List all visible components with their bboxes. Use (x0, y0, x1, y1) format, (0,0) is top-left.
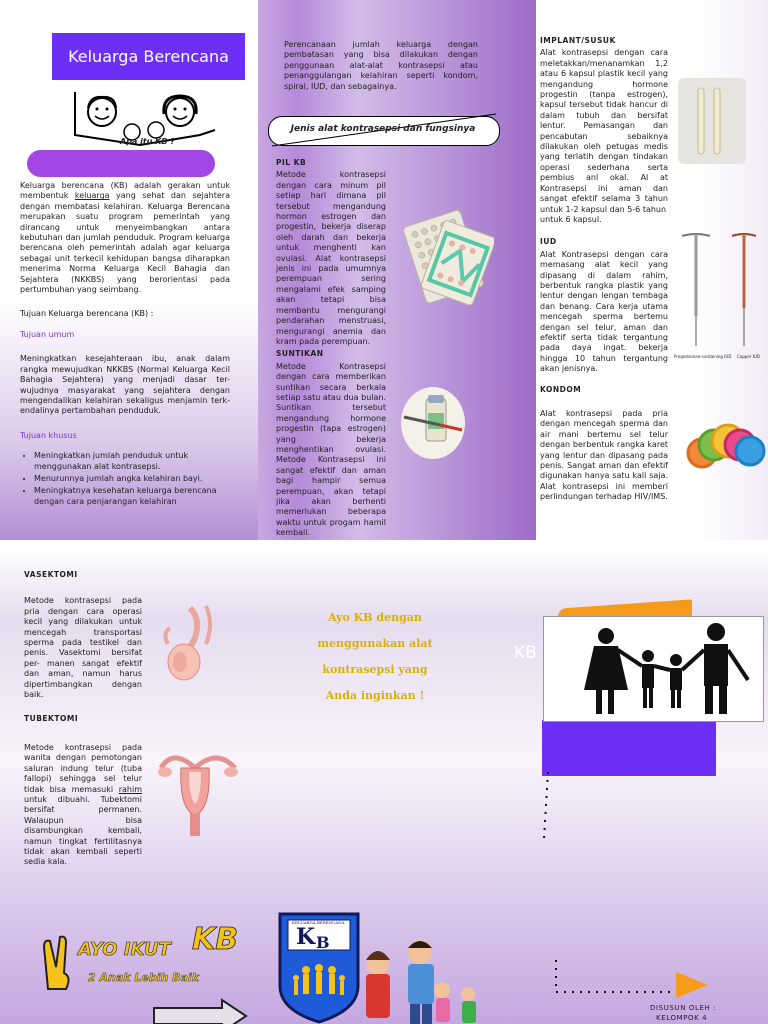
iud-caption-right: Copper IUD (737, 354, 760, 359)
vasektomi-heading: VASEKTOMI (24, 570, 78, 579)
pil-kb-text: Metode kontrasepsi dengan cara minum pil setiap hari dimana pil tersebut mengandung hormon estrogen dan progestin, bekerja diserap oleh darah dan bekerja untuk menghenti kan ovulasi. Alat kontrasepsi jenis ini pada umumnya perempuan sering mengalami efek samping akan tetapi bisa membantu mengurangi pendarahan menstruasi, mengurangi anemia dan kram pada perempuan. (276, 170, 386, 346)
tubektomi-heading: TUBEKTOMI (24, 714, 79, 724)
ayo-ikut-text: AYO IKUT (78, 939, 171, 960)
tujuan-khusus-list (20, 451, 230, 507)
disusun-oleh-label: DISUSUN OLEH : (650, 1004, 717, 1012)
kondom-heading: KONDOM (540, 384, 582, 394)
apa-itu-kb-label: Apa itu KB ? (120, 137, 175, 146)
vasektomi-text: Metode kontrasepsi pada pria dengan cara operasi kecil yang dilakukan untuk mencegah transportasi sperma pada testikel dan penis. Vasektomi bersifat per- manen sangat efektif dan aman, namun harus dipertimbangkan dengan baik. (24, 596, 142, 700)
svg-text:B: B (316, 933, 330, 952)
slogan-line-3: kontrasepsi yang (322, 663, 428, 676)
kondom-text: Alat kontrasepsi pada pria dengan mencegah sperma dan air mani bertemu sel telur dengan berbentuk rangka karet yang lentur dan dipasang pada penis. Sangat aman dan efektif digunakan hanya satu kali saja. Alat kontrasepsi ini memberi perlindungan terhadap HIV/IMS. (540, 409, 668, 502)
implant-text: Alat kontrasepsi dengan cara meletakkan/menanamkan 1,2 atau 6 kapsul plastik kecil yang mengandung hormone progestin (tanpa estrogen), kapsul tersebut tidak hancur di dalam tubuh dan bersifat lentur. Pemasangan dan pencabutan sebaiknya dilakukan oleh petugas medis yang terlatih dengan tindakan operasi sederhana serta pembius anl okal. Al at Kontrasepsi ini aman dan sangat efektif selama 3 tahun untuk 1-2 kapsul dan 5-6 tahun (540, 48, 668, 214)
kelompok-label: KELOMPOK 4 (656, 1014, 708, 1022)
tujuan-umum-heading: Tujuan umum (20, 329, 75, 339)
family-silhouette-image (548, 620, 758, 716)
tujuan-umum-text: Meningkatkan kesejahteraan ibu, anak dalam rangka mewujudkan NKKBS (Normal Keluarga Kecil Bahagia Sejahtera) yang menjadi dasar ter- wujudnya masyarakat yang sejahtera dengan mengendalikan kelahiran sekaligus menjamin terk- endalinya pertambahan penduduk. (20, 354, 230, 416)
bottom-column-1-text (24, 570, 142, 878)
column-3-text (540, 36, 668, 513)
list-item: • Meningkatnya kesehatan keluarga berencana dengan cara penjarangan kelahiran (34, 486, 230, 507)
iud-caption-left: Progesterone-containing IUD (674, 354, 732, 359)
male-reproductive-image (160, 604, 216, 684)
list-item: • Meningkatkan jumlah penduduk untuk menggunakan alat kontrasepsi. (34, 451, 230, 472)
jenis-alat-title: Jenis alat kontrasepsi dan fungsinya (290, 124, 476, 134)
purple-oval (27, 150, 215, 177)
two-fingers-icon (38, 933, 78, 993)
implant-heading: IMPLANT/SUSUK (540, 36, 616, 45)
slogan-line-2: menggunakan alat (317, 637, 433, 650)
purple-block (542, 720, 716, 776)
slogan-line-1: Ayo KB dengan (328, 611, 422, 624)
implant-capsules-image (676, 76, 748, 166)
iud-text: Alat Kontrasepsi dengan cara memasang alat kecil yang dipasang di dalam rahim, berbentuk rangka plastik yang lentur dengan lengan tembaga dan benang. Cara kerja utama mencegah sperma bertemu dengan sel telur, aman dan efektif serta tidak tergantung pada daya ingat. bekerja hingga 10 tahun tergantung akan jenisnya. (540, 249, 668, 374)
iud-devices-image (676, 228, 762, 356)
slogan-line-4: Anda inginkan ! (325, 689, 425, 702)
kb-partial-text: KB (514, 643, 537, 663)
tujuan-khusus-heading: Tujuan khusus (20, 430, 77, 440)
kb-definition-paragraph: Keluarga berencana (KB) adalah gerakan untuk membentuk keluarga yang sehat dan sejahtera dengan membatasi kelahiran. Keluarga Berencana merupakan suatu program pemerintah yang dirancang untuk menyeimbangkan antara kebutuhan dan jumlah penduduk. Program keluarga berencana oleh pemerintah adalah agar keluarga sebagai unit terkecil kehidupan bangsa diharapkan menerima Norma Keluarga Kecil Bahagia dan Sejahtera (NKKBS) yang berorientasi pada pertumbuhan yang seimbang. (20, 181, 230, 295)
slogan-block (300, 605, 450, 709)
dotted-path-decoration (552, 958, 676, 998)
implant-text-2: untuk 6 kapsul. (540, 214, 602, 224)
dotted-decoration (540, 770, 560, 840)
suntikan-text: Metode Kontrasepsi dengan cara memberikan suntikan secara berkala setiap satu atau dua bulan. Suntikan tersebut mengandung hormone progestin (tapa estrogen) yang bekerja menghentikan ovulasi. Metode Kontrasepsi ini sangat efektif dan aman bagi hampir semua perempuan, akan tetapi jika akan berhenti memerlukan beberapa waktu untuk progam hamil kembali. (276, 361, 386, 538)
injection-image (400, 385, 466, 461)
tujuan-heading: Tujuan Keluarga berencana (KB) : (20, 309, 154, 319)
column-1-text (20, 181, 230, 509)
keluarga-berencana-emblem (276, 910, 362, 1024)
column-2-text (276, 158, 386, 549)
ayo-subtitle: 2 Anak Lebih Baik (88, 971, 200, 984)
ayo-kb-text: KB (192, 922, 239, 957)
column-2-intro: Perencanaan jumlah keluarga dengan pembatasan yang bisa dilakukan dengan penggunaan alat-alat kontrasepsi atau penanggulangan kelahiran seperti kondom, spiral, IUD, dan sebagainya. (284, 40, 478, 91)
arrow-right-icon (152, 998, 248, 1024)
iud-heading: IUD (540, 237, 557, 247)
page-title: Keluarga Berencana (68, 47, 229, 66)
female-reproductive-image (155, 738, 241, 838)
ayo-ikut-kb-logo (38, 922, 239, 995)
cartoon-family-image (358, 938, 486, 1024)
pil-kb-heading: PIL KB (276, 158, 307, 167)
condoms-image (684, 415, 768, 475)
pill-pack-image (402, 200, 494, 305)
list-item: • Menurunnya jumlah angka kelahiran bayi. (34, 474, 230, 484)
svg-text:K: K (296, 924, 316, 950)
emblem-text: KELUARGA BERENCANA (292, 920, 345, 925)
orange-arrow-icon (674, 970, 710, 1000)
suntikan-heading: SUNTIKAN (276, 349, 324, 359)
tubektomi-text: Metode kontrasepsi pada wanita dengan pemotongan saluran indung telur (tuba fallopi) sehingga sel telur tidak bisa memasuki rahim untuk dibuahi. Tubektomi bersifat permanen. Walaupun bisa disambungkan kembali, namun tingkat fertilitasnya tidak akan kembali seperti sedia kala. (24, 742, 142, 867)
